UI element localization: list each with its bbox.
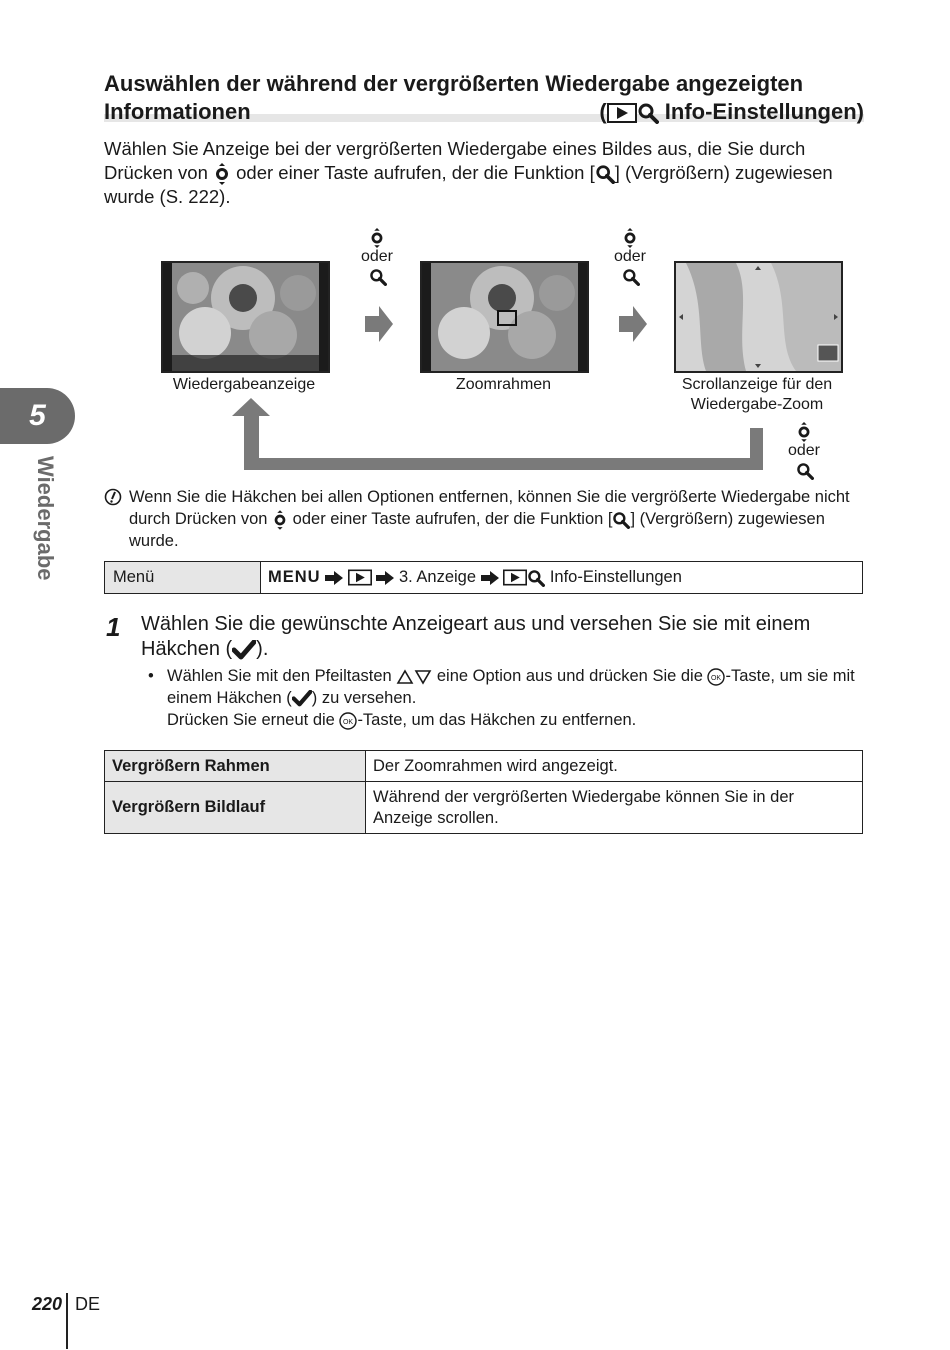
note-paragraph bbox=[129, 486, 859, 552]
caption-zoom-frame: Zoomrahmen bbox=[455, 376, 552, 393]
svg-text:OK: OK bbox=[343, 718, 354, 726]
bullet-text-1: Wählen Sie mit den Pfeiltasten bbox=[167, 667, 397, 685]
bullet-dot: • bbox=[148, 667, 154, 685]
option-name: Vergrößern Bildlauf bbox=[105, 782, 366, 834]
scroll-zoom-thumbnail bbox=[674, 261, 843, 373]
note-text-3: ] (Vergrößern) zugewiesen wurde. bbox=[129, 510, 825, 550]
heading-line-2 bbox=[104, 98, 864, 128]
note-caution-icon bbox=[104, 488, 122, 506]
step-number: 1 bbox=[106, 612, 121, 642]
magnify-icon bbox=[595, 164, 615, 184]
magnify-icon bbox=[527, 569, 545, 587]
arrow-right-icon bbox=[325, 571, 343, 585]
bullet-text-6: -Taste, um das Häkchen zu entfernen. bbox=[357, 711, 637, 729]
intro-text-2: oder einer Taste aufrufen, der die Funktion [ bbox=[231, 162, 595, 183]
zoom-frame-thumbnail bbox=[420, 261, 589, 373]
arrow-down-key-icon bbox=[414, 669, 432, 685]
arrow-right-icon bbox=[365, 306, 393, 342]
intro-text-3: ] (Vergrößern) zugewiesen wurde (S. 222). bbox=[104, 162, 833, 208]
heading-line-1: Auswählen der während der vergrößerten Wiedergabe angezeigten bbox=[104, 71, 804, 96]
heading-menu-reference bbox=[599, 98, 864, 126]
ok-button-icon bbox=[707, 668, 725, 686]
flower-photo-image bbox=[163, 263, 328, 371]
svg-text:OK: OK bbox=[711, 674, 722, 682]
menu-path-bar bbox=[104, 561, 863, 594]
magnify-icon bbox=[622, 268, 640, 286]
heading-paren: ( bbox=[599, 99, 607, 124]
menu-keyword: MENU bbox=[268, 568, 321, 586]
step-text-2: ). bbox=[256, 638, 269, 660]
options-table bbox=[104, 750, 863, 834]
oder-label: oder bbox=[360, 248, 394, 265]
zoomed-photo-image bbox=[676, 263, 841, 371]
chapter-number: 5 bbox=[29, 399, 46, 432]
step-text-1: Wählen Sie die gewünschte Anzeigeart aus und versehen Sie sie mit einem Häkchen ( bbox=[141, 613, 811, 660]
arrow-right-icon bbox=[481, 571, 499, 585]
control-dial-icon bbox=[272, 510, 288, 530]
bullet-instruction bbox=[167, 665, 867, 731]
control-dial-icon bbox=[368, 228, 386, 248]
option-name: Vergrößern Rahmen bbox=[105, 751, 366, 782]
menu-path-label: Menü bbox=[105, 562, 261, 593]
option-description: Der Zoomrahmen wird angezeigt. bbox=[366, 751, 863, 782]
arrow-right-icon bbox=[376, 571, 394, 585]
table-row bbox=[105, 782, 863, 834]
intro-paragraph bbox=[104, 137, 864, 209]
ok-button-icon bbox=[339, 712, 357, 730]
page-language: DE bbox=[75, 1294, 101, 1314]
menu-step-info-settings: Info-Einstellungen bbox=[549, 568, 682, 586]
control-dial-icon bbox=[621, 228, 639, 248]
magnify-icon bbox=[637, 102, 659, 124]
magnify-icon bbox=[612, 511, 630, 529]
checkmark-icon bbox=[232, 640, 256, 660]
section-heading bbox=[104, 70, 864, 128]
page-number: 220 bbox=[32, 1294, 63, 1314]
oder-label: oder bbox=[613, 248, 647, 265]
heading-info-settings: Info-Einstellungen) bbox=[658, 99, 864, 124]
playback-icon bbox=[607, 103, 637, 123]
table-row bbox=[105, 751, 863, 782]
footer-divider bbox=[66, 1293, 68, 1349]
menu-step-display: 3. Anzeige bbox=[398, 568, 477, 586]
bullet-text-4: ) zu versehen. bbox=[311, 689, 417, 707]
playback-display-thumbnail bbox=[161, 261, 330, 373]
checkmark-icon bbox=[292, 690, 312, 707]
bullet-text-2: eine Option aus und drücken Sie die bbox=[432, 667, 708, 685]
heading-title-end: Informationen bbox=[104, 99, 251, 124]
arrow-up-key-icon bbox=[396, 669, 414, 685]
note-text-2: oder einer Taste aufrufen, der die Funktion [ bbox=[288, 510, 613, 528]
step-instruction bbox=[141, 612, 861, 662]
menu-path bbox=[261, 562, 862, 593]
control-dial-icon bbox=[213, 163, 231, 185]
chapter-label: Wiedergabe bbox=[33, 456, 58, 581]
oder-label: oder bbox=[787, 442, 821, 459]
caption-scroll-zoom: Scrollanzeige für den Wiedergabe-Zoom bbox=[681, 376, 833, 413]
chapter-label-container bbox=[22, 456, 62, 596]
control-dial-icon bbox=[795, 422, 813, 442]
arrow-right-icon bbox=[619, 306, 647, 342]
caption-playback-display: Wiedergabeanzeige bbox=[172, 376, 316, 393]
bullet-text-3: -Taste, um sie mit einem Häkchen ( bbox=[167, 667, 855, 707]
magnify-icon bbox=[369, 268, 387, 286]
intro-text-1: Wählen Sie Anzeige bei der vergrößerten Wiedergabe eines Bildes aus, die Sie durch Drücken von bbox=[104, 138, 806, 183]
magnify-icon bbox=[796, 462, 814, 480]
option-description: Während der vergrößerten Wiedergabe können Sie in der Anzeige scrollen. bbox=[366, 782, 863, 834]
playback-icon bbox=[503, 569, 527, 586]
bullet-text-5: Drücken Sie erneut die bbox=[167, 711, 340, 729]
note-text-1: Wenn Sie die Häkchen bei allen Optionen entfernen, können Sie die vergrößerte Wiedergabe nicht durch Drücken von bbox=[129, 488, 850, 528]
flower-photo-image bbox=[422, 263, 587, 371]
playback-icon bbox=[348, 569, 372, 586]
return-loop-arrow bbox=[232, 398, 767, 472]
